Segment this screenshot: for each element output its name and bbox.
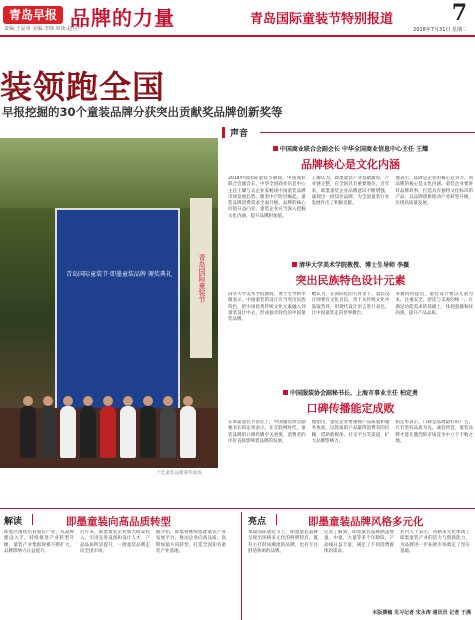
body-column: 即墨区围绕培育童装产业，从品牌建设入手，持续推进产业转型升级，童装产业集群规模不断扩大，品牌影响力日益提升。 (4, 530, 74, 554)
article-body (4, 530, 226, 618)
speaker-byline-text: 中国商业联合会副会长 中华全国商业信息中心主任 王耀 (279, 146, 429, 153)
body-column: 在本届童装节论坛上，中国服装协会副秘书长柏定勇表示，在互联网时代，童装品牌的口碑传播至关重要，消费者的评价直接影响着品牌的发展。 (228, 420, 306, 444)
person-figure (140, 406, 156, 458)
body-column: 她认为，在国际化的大背景下，童装设计师要有文化自信，善于从传统文化中汲取营养，用现代设计语言进行表达，让中国童装走向世界舞台。 (311, 292, 390, 316)
body-column: 记者了解到，即墨童装品牌涵盖婴童、中童、大童等多个年龄段，产品线日益丰富，满足了不同消费群体的需求。 (324, 530, 394, 554)
tag-line (260, 132, 475, 133)
header-divider (0, 35, 475, 37)
section-kicker: 解读 (4, 517, 23, 527)
body-column: 本届国际童装节上，即墨童装品牌呈现出风格多元化的鲜明特点，既有主打时尚潮流的品牌，也有专注舒适休闲的品牌。 (248, 530, 318, 554)
article-wang-yao (228, 144, 473, 254)
bottom-divider (0, 508, 475, 509)
tag-bar (222, 127, 225, 138)
person-figure (100, 406, 116, 458)
bottom-articles (0, 508, 475, 620)
vertical-banner: 青岛国际童装节 (190, 198, 212, 358)
article-body (228, 176, 473, 254)
article-body (248, 530, 470, 618)
photo-caption: 十佳童装品牌颁奖现场。 (156, 471, 206, 476)
column-brand-title: 品牌的力量 (70, 6, 175, 30)
article-title: 即墨童装向高品质转型 (66, 516, 171, 528)
issue-date: 2018年7月31日 星期二 (413, 27, 467, 33)
article-title: 即墨童装品牌风格多元化 (308, 516, 424, 528)
page-header (0, 0, 475, 36)
speaker-byline-text: 清华大学美术学院教授、博士生导师 李薇 (298, 262, 410, 269)
column-subtitle: 青岛国际童装节特别报道 (250, 12, 394, 27)
bullet-square-icon (273, 146, 278, 151)
person-figure (180, 406, 196, 458)
article-bai-dingyong (228, 388, 473, 500)
voices-section-tag (222, 126, 475, 138)
body-column: 据介绍，即墨将继续搭建童装产业发展平台，推动企业向高品质、高附加值方向转型，打造全国知名童装产业基地。 (156, 530, 226, 554)
body-column: 柏定勇表示，口碑是品牌最好的广告，只有坚持品质为先、诚信经营，童装品牌才能在激烈的市场竞争中立于不败之地。 (395, 420, 474, 444)
editor-credits: 责编:王显章 美编:李锋 审读:赵丹芦 (4, 26, 83, 32)
person-figure (20, 406, 36, 458)
section-kicker: 亮点 (248, 517, 267, 527)
article-body (228, 292, 473, 384)
column-separator (241, 512, 242, 620)
body-column: 李薇同时提出，童装设计要以儿童为本，注重安全、舒适与美观的统一，在满足功能需求的基础上，体现童趣和时尚感，提升产品品质。 (395, 292, 474, 316)
person-figure (80, 406, 96, 458)
award-ceremony-photo (0, 138, 218, 468)
kicker-bar (276, 514, 277, 525)
body-column: 他指出，童装企业要重视产品质量和服务体验，以优质的产品赢得消费者的信赖，借助新媒体、社交平台等渠道，扩大品牌影响力。 (311, 420, 390, 444)
page-number: 7 (451, 0, 467, 26)
body-column: 近年来，即墨童装企业加大研发投入，引进先进设备和设计人才，产品品质明显提升，一批童装品牌走向全国市场。 (80, 530, 150, 554)
body-column: 业内人士表示，风格多元化体现了即墨童装产业的活力与创新能力，为品牌进一步拓展市场奠定了坚实基础。 (400, 530, 470, 554)
speaker-byline (228, 388, 473, 397)
voices-column (222, 122, 475, 492)
body-column: 2018中国国际童装节期间，中国商业联合会副会长、中华全国商业信息中心主任王耀与众企业家畅谈中国童装品牌市场发展趋势。随着中产阶层崛起，童装品牌消费需求全面升级，品牌的核心价值日益凸显，童装企业应当深入挖掘文化内涵，提升品牌附加值。 (228, 176, 306, 219)
backdrop-text: 青岛国际童装节·即墨童装品牌 颁奖典礼 (66, 271, 172, 278)
person-figure (160, 406, 176, 458)
headline-block (0, 62, 475, 122)
analysis-article (0, 512, 240, 620)
body-column: 清华大学美术学院教授、博士生导师李薇表示，中国童装的设计应当突出民族特色，把中国优秀传统文化元素融入到童装设计中去，形成独具特色的中国童装品牌。 (228, 292, 306, 323)
speaker-byline-text: 中国服装协会副秘书长、上海市事业主任 柏定勇 (289, 390, 419, 397)
photo-background (0, 138, 218, 208)
person-figure (40, 406, 56, 458)
kicker-bar (32, 514, 33, 525)
main-headline: 装领跑全国 (0, 68, 166, 106)
award-winners-group (20, 388, 210, 458)
sub-headline: 早报挖掘的30个童装品牌分获突出贡献奖品牌创新奖等 (2, 105, 283, 119)
person-figure (120, 406, 136, 458)
newspaper-logo: 青岛早报 (3, 6, 63, 24)
body-column: 他表示，品牌是企业的核心竞争力，而品牌的核心是文化内涵。童装企业要讲好品牌故事，打造具有独特文化标识的产品，以品牌创新推动产业转型升级，实现高质量发展。 (395, 176, 474, 207)
speaker-byline (228, 260, 473, 269)
article-title: 口碑传播能定成败 (306, 402, 395, 415)
voices-label: 声音 (230, 129, 249, 139)
person-figure (60, 406, 76, 458)
speaker-byline (228, 144, 473, 153)
body-column: 王耀认为，即墨童装产业基础雄厚，产业链完整，在全国具有重要地位。近年来，即墨童装企业品牌意识不断增强，涌现出一批知名品牌，为全国童装行业发展作出了积极贡献。 (311, 176, 390, 207)
bullet-square-icon (283, 390, 288, 395)
article-title: 突出民族特色设计元素 (295, 274, 406, 287)
reporter-credits: 本版撰稿 见习记者 宋永涛 通讯员 记者 于满 (372, 610, 471, 616)
article-li-wei (228, 260, 473, 384)
bullet-square-icon (292, 262, 297, 267)
article-title: 品牌核心是文化内涵 (301, 158, 400, 171)
article-body (228, 420, 473, 500)
highlight-article (244, 512, 475, 620)
